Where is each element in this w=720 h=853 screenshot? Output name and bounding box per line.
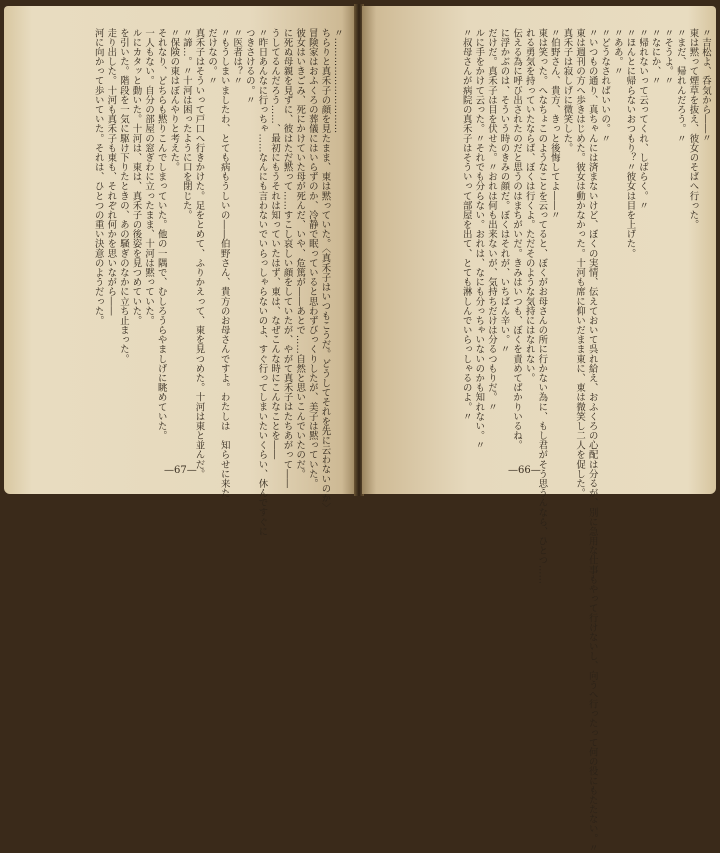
text-column: 〃伯野さん、貴方、きっと後悔してよ――〃 <box>548 28 560 220</box>
text-column: 〃昨日あんなに行っちゃ……なんにも言わないでいらっしゃらないのよ、すぐ行ってしまいたいくらい、休んですぐに <box>256 28 268 537</box>
text-column: 真禾子はそういって戸口へ行きかけた。足をとめて、ふりかえって、東を見つめた。十河は東と並んだ。 <box>193 28 205 479</box>
text-column: 彼女はいきごみ、死にかけていた母が死んだ、いや、危篤が――あとで……自然と思いこんでいたのだ。 <box>294 28 306 479</box>
text-column: うしてるんだろう……、最初にもうそれは知っていたはず、東は、なぜこんな時にこんなことを―― <box>269 28 281 460</box>
text-column: 伝える為に呼び出されたのだと思うのはまちがいだ。きみはいつも、ぼくを責めてばかりいるね。 <box>511 28 523 450</box>
text-column: 東は笑った。へなちょこのようなことを云ってると、ぼくがお母さんの所に行かない為に、もし君がそう思うんなら、ひとつ…… <box>536 28 548 585</box>
text-column: 〃諦…。〃十河は困ったように口を閉じた。 <box>180 28 192 220</box>
right-page-number: —66— <box>508 465 541 476</box>
text-column: ルに手をかけて云った。〃それでも分らない。おれは、なにも分っちゃいないのかも知れない。〃 <box>473 28 485 450</box>
text-column: 〃なにか、〃 <box>649 28 661 86</box>
text-column: 〃保険の東はぼんやりと考えた。 <box>168 28 180 172</box>
text-column: ルにカタッと動いた。十河は、東は、真禾子の後姿を見つめていた。 <box>130 28 142 326</box>
left-page-number: —67— <box>164 465 197 476</box>
text-column: 〃いつもの通り、真ちゃんには済まないけど、ぼくの実情、伝えておいて呉れ給え、おふくろの心配は分るが、別に急用な仕事もやって行けないし、向うへ行ったって何の役にもたたない。〃 <box>586 28 598 853</box>
text-column: を引いた。階段を一気に駆け下りたときの、あの騒ぎのなかに立ち止まった。 <box>117 28 129 364</box>
text-column: 〃そうよ。〃 <box>662 28 674 86</box>
text-column: 〃ああ。〃 <box>611 28 623 76</box>
text-column: 〃吉松よ、呑気から――〃 <box>700 28 711 144</box>
text-column: それなり、どちらも黙りこんでしまっていた。他の一隅で、むしろうらやましげに眺めていた。 <box>155 28 167 441</box>
text-column: 〃どうなさればいいの。〃 <box>599 28 611 144</box>
text-column: 〃ほんとに帰らないおつもり？〃彼女は目を上げた。 <box>624 28 636 259</box>
right-page <box>362 6 716 853</box>
text-column: に死ぬ母親を見ずに、彼はただ黙って……すこし哀しい顔をしていたが、やがて真禾子はたちあがって―― <box>281 28 293 489</box>
left-page <box>4 6 356 537</box>
text-column: 〃帰れないって云ってくれ、しばらく。〃 <box>637 28 649 211</box>
text-column: 一人もない。自分の部屋の窓ぎわに立ったまま、十河は黙っていた。 <box>143 28 155 326</box>
text-column: 〃………………………… <box>332 28 343 134</box>
text-column: 〃医者は？〃 <box>231 28 243 86</box>
text-column: に浮かぶのは、そういう時のきみの顔だ。ぼくはそれが、いちばん辛い。〃 <box>498 28 510 355</box>
text-column: れる勇気を持っていたならば、ぼくは行くよ。ただそのような気持にはなれない。 <box>523 28 535 383</box>
text-column: 〃叔母さんが病院の真禾子はそういって部屋を出て、とても淋しんでいらっしゃるのよ。〃 <box>460 28 472 422</box>
text-column: 冒険家はおふくろの葬儀にはいらずのか、冷静で眠っていると思わずびっくりしたが、美子は黙っていた。 <box>306 28 318 489</box>
text-column: つきさけるの。〃 <box>243 28 255 105</box>
text-column: 東は週刊の方へ歩きはじめた。彼女は動かなかった。十河も席に仰いだまま東に、東は微笑し二人を促した。 <box>574 28 586 498</box>
text-column: 〃まだ、帰れんだろう。〃 <box>674 28 686 144</box>
text-column: ちらりと真禾子の顔を見たまま、東は黙っていた。〈真禾子はいつもこうだ。どうしてそれを先に云わないのか〉 <box>319 28 331 513</box>
text-column: 〃もうしまいましたわ、とても病もうしいの――伯野さん、貴方のお母さんですよ。わたしは 知らせに来た <box>218 28 230 498</box>
text-column: 走り出した。十河も真禾子も東も、それぞれ何かを思いながら―― <box>105 28 117 316</box>
text-column: 真禾子は寂しげに微笑した。 <box>561 28 573 153</box>
text-column: だけだ。真禾子は目を伏せた。〃おれは何も出来ないが、気持ちだけは分るつもりだ。〃 <box>485 28 497 412</box>
text-column: 河に向かって歩いていた。それは、ひとつの重い決意のようだった。 <box>92 28 104 326</box>
text-column: 東は黙って煙草を抜え、彼女のそばへ行った。 <box>687 28 699 230</box>
text-column: だけなの。〃 <box>206 28 218 86</box>
